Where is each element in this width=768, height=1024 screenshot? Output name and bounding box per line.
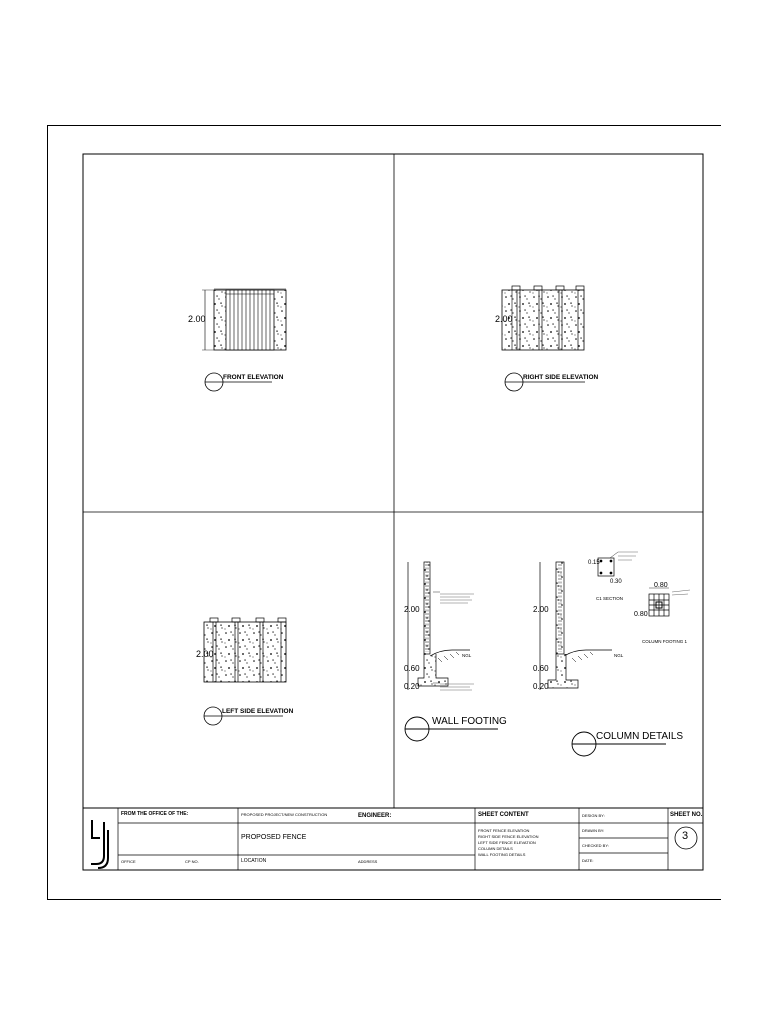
right-elevation-label: RIGHT SIDE ELEVATION [523, 374, 599, 381]
front-elevation-label: FRONT ELEVATION [223, 374, 284, 381]
column-details-ngl: NGL [614, 653, 624, 658]
sheet-no-label: SHEET NO. [670, 812, 703, 818]
date-label: DATE: [582, 858, 594, 863]
wall-footing-dim-footing: 0.20 [404, 682, 420, 691]
office-label: OFFICE [121, 859, 136, 864]
column-details-dim-depth: 0.60 [533, 664, 549, 673]
column-details-dim-height: 2.00 [533, 605, 549, 614]
sheet-content-item: RIGHT SIDE FENCE ELEVATION [478, 834, 539, 839]
location-label: LOCATION [241, 858, 267, 864]
firm-logo [91, 820, 108, 868]
column-details-dim-footing: 0.20 [533, 682, 549, 691]
wall-footing-label: WALL FOOTING [432, 716, 507, 727]
sheet-number: 3 [682, 830, 689, 842]
wall-footing-ngl: NGL [462, 653, 472, 658]
drawn-by-label: DRAWN BY: [582, 828, 605, 833]
front-elevation-dim: 2.00 [188, 314, 206, 324]
title-block-grid [118, 808, 703, 870]
c1-section-drawing [598, 552, 638, 576]
project-header: PROPOSED PROJECT/NEW CONSTRUCTION [241, 812, 328, 817]
drawing-frame [83, 154, 703, 870]
wall-footing-notes [440, 594, 474, 690]
engineer-label: ENGINEER: [358, 813, 392, 819]
column-footing-width: 0.80 [654, 582, 668, 589]
c1-section-label: C1 SECTION [596, 596, 624, 601]
wall-footing-dim-depth: 0.60 [404, 664, 420, 673]
left-elevation-drawing [204, 618, 286, 682]
design-by-label: DESIGN BY: [582, 813, 605, 818]
column-details-drawing [540, 562, 612, 690]
cp-no-label: CP NO. [185, 859, 199, 864]
from-office-label: FROM THE OFFICE OF THE: [121, 811, 189, 817]
project-title: PROPOSED FENCE [241, 834, 307, 841]
sheet-content-item: LEFT SIDE FENCE ELEVATION [478, 840, 536, 845]
column-footing-drawing [649, 588, 690, 616]
wall-footing-dim-height: 2.00 [404, 605, 420, 614]
left-elevation-label: LEFT SIDE ELEVATION [222, 708, 294, 715]
column-details-label: COLUMN DETAILS [596, 731, 684, 742]
right-elevation-drawing [502, 286, 584, 350]
column-footing-label: COLUMN FOOTING 1 [642, 639, 688, 644]
column-footing-depth: 0.80 [634, 611, 648, 618]
sheet-content-item: FRONT FENCE ELEVATION [478, 828, 530, 833]
right-elevation-dim: 2.00 [495, 314, 513, 324]
front-elevation-drawing [202, 289, 286, 350]
checked-by-label: CHECKED BY: [582, 843, 609, 848]
sheet-content-item: COLUMN DETAILS [478, 846, 513, 851]
c1-section-width: 0.15 [588, 560, 600, 566]
sheet-content-item: WALL FOOTING DETAILS [478, 852, 526, 857]
c1-section-depth: 0.30 [610, 579, 622, 585]
address-label: ADDRESS [358, 859, 378, 864]
sheet-content-header: SHEET CONTENT [478, 812, 529, 818]
left-elevation-dim: 2.00 [196, 649, 214, 659]
